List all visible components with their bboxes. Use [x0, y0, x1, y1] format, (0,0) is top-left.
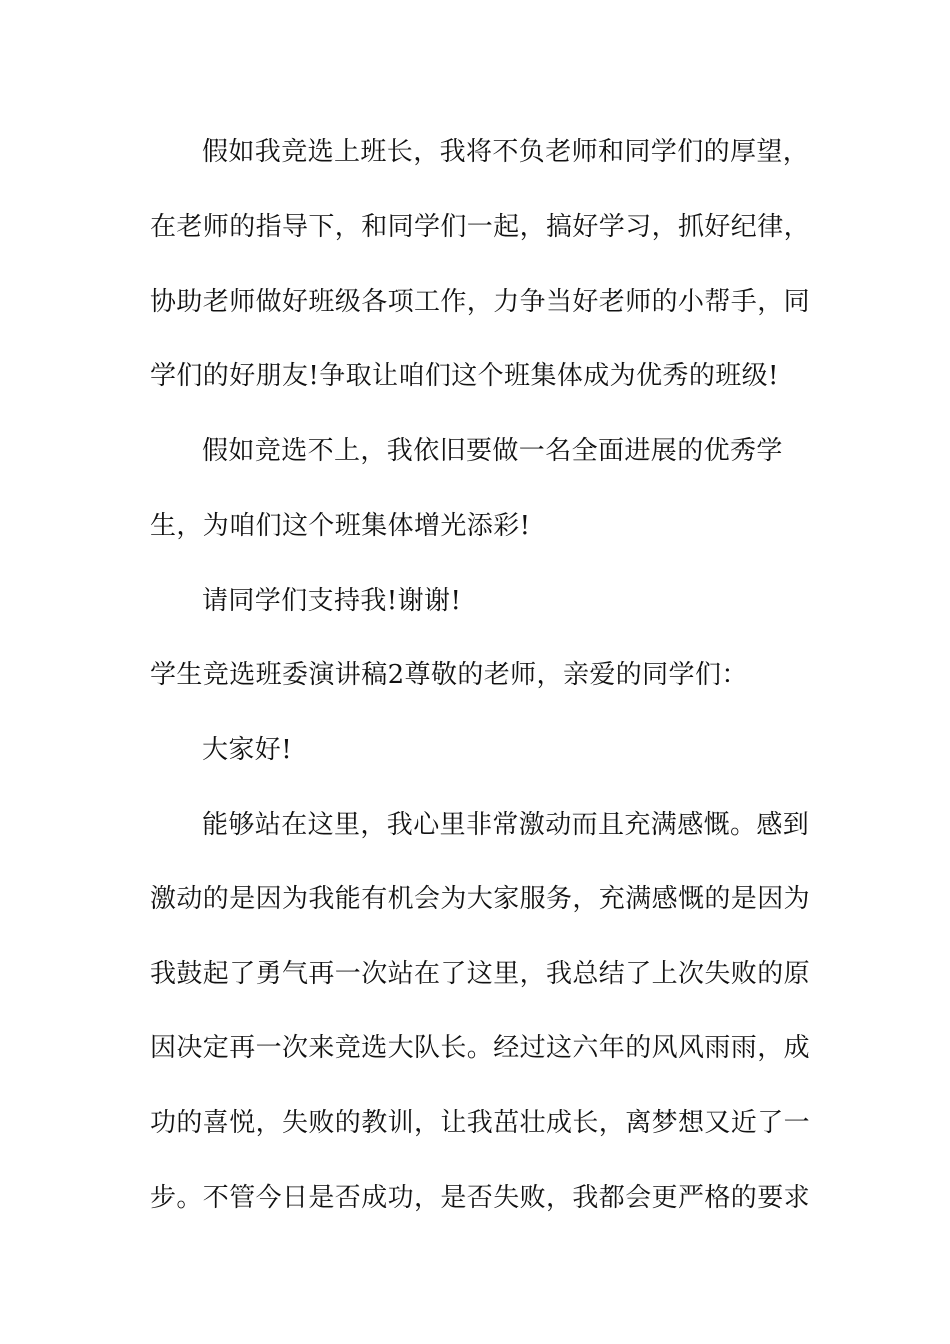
text-line-4: 学们的好朋友!争取让咱们这个班集体成为优秀的班级! — [150, 361, 779, 391]
text-line-1: 假如我竞选上班长，我将不负老师和同学们的厚望， — [202, 137, 810, 167]
text-line-10: 能够站在这里，我心里非常激动而且充满感慨。感到 — [202, 810, 810, 840]
text-line-5: 假如竞选不上，我依旧要做一名全面进展的优秀学 — [202, 436, 783, 466]
text-line-2: 在老师的指导下，和同学们一起，搞好学习，抓好纪律， — [150, 212, 811, 242]
text-line-9: 大家好! — [202, 735, 293, 765]
text-line-7: 请同学们支持我!谢谢! — [202, 586, 462, 616]
text-line-15: 步。不管今日是否成功，是否失败，我都会更严格的要求 — [150, 1183, 811, 1213]
text-line-6: 生，为咱们这个班集体增光添彩! — [150, 511, 531, 541]
text-line-11: 激动的是因为我能有机会为大家服务，充满感慨的是因为 — [150, 884, 811, 914]
text-line-13: 因决定再一次来竞选大队长。经过这六年的风风雨雨，成 — [150, 1033, 811, 1063]
text-line-3: 协助老师做好班级各项工作，力争当好老师的小帮手，同 — [150, 287, 811, 317]
text-line-14: 功的喜悦，失败的教训，让我茁壮成长，离梦想又近了一 — [150, 1108, 811, 1138]
text-line-12: 我鼓起了勇气再一次站在了这里，我总结了上次失败的原 — [150, 959, 811, 989]
text-line-8: 学生竞选班委演讲稿2尊敬的老师，亲爱的同学们： — [150, 660, 748, 690]
